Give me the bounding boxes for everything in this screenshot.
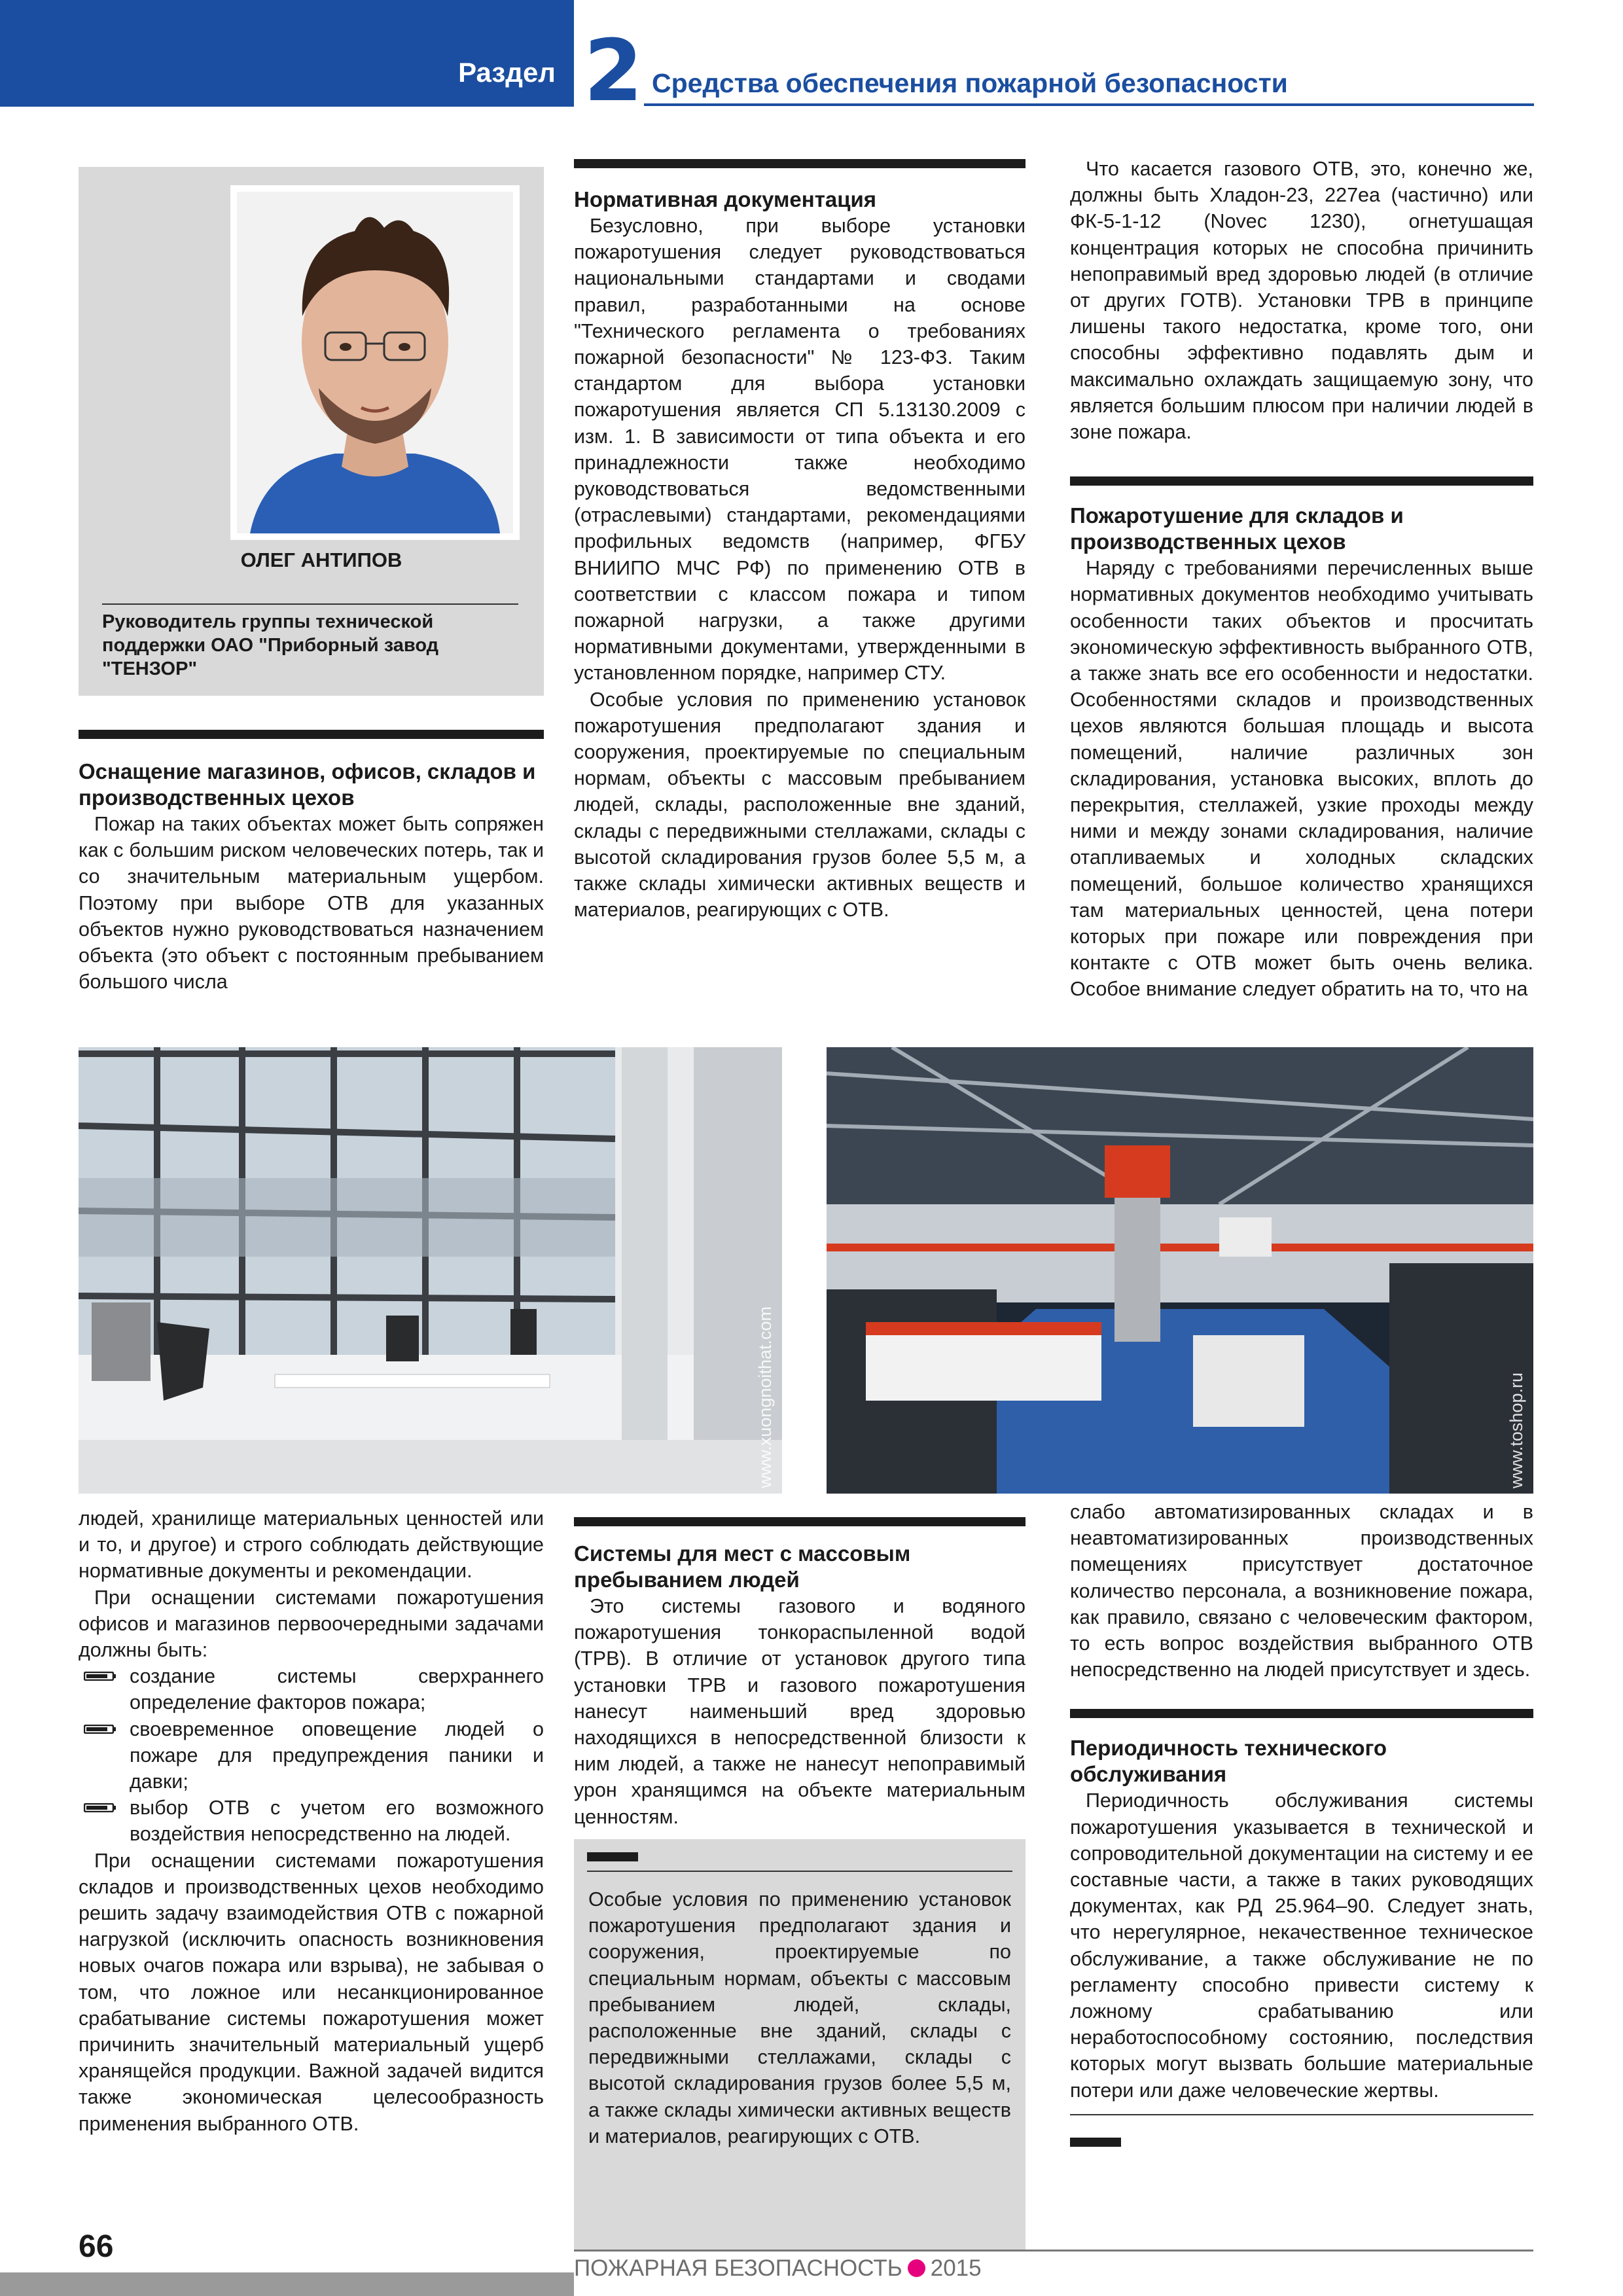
footer-band	[0, 2272, 574, 2296]
paragraph: людей, хранилище материальных ценностей или и то, и другое) и строго соблюдать действующие нормативные документы и рекомендации.	[79, 1507, 544, 1583]
paragraph: Безусловно, при выборе установки пожаротушения следует руководствоваться национальными стандартами и сводами правил, разработанными на основе "Технического регламента о требованиях пожарной безопасности" № 123-ФЗ. Таким стандартом для выбора установки пожаротушения является СП 5.13130.2009 с изм. 1. В зависимости от типа объекта и его принадлежности также необходимо руководствоваться ведомственными (отраслевыми) стандартами, рекомендациями профильных ведомств (например, ФГБУ ВНИИПО МЧС РФ) по применению ОТВ в соответствии с классом пожара и типом пожарной нагрузки, а также другими нормативными документами, утвержденными в установленном порядке, например СТУ.	[574, 215, 1026, 685]
store-photo	[827, 1047, 1533, 1494]
col2-top	[574, 159, 1026, 923]
section-heading: Нормативная документация	[574, 187, 877, 211]
col2-bottom	[574, 1517, 1026, 1830]
column-bar	[574, 159, 1026, 168]
section-label: Раздел	[458, 57, 556, 88]
paragraph: При оснащении системами пожаротушения складов и производственных цехов необходимо решить задачу взаимодействия ОТВ с пожарной нагрузкой (исключить опасность возникновения новых очагов пожара или взрыва), не забывая о том, что ложное или несанкционированное срабатывание системы пожаротушения может причинить значительный материальный ущерб хранящейся продукции. Важной задачей видится также экономическая целесообразность применения выбранного ОТВ.	[79, 1849, 544, 2135]
portrait-image	[237, 192, 513, 533]
author-photo	[230, 185, 520, 540]
battery-bullet-icon	[84, 1725, 116, 1734]
section-heading: Системы для мест с массовым пребыванием людей	[574, 1541, 911, 1592]
battery-bullet-icon	[84, 1672, 116, 1681]
section-heading: Оснащение магазинов, офисов, складов и производственных цехов	[79, 759, 536, 810]
author-divider	[102, 603, 518, 605]
pull-quote-box	[574, 1839, 1026, 2251]
store-image	[827, 1047, 1533, 1494]
paragraph: Наряду с требованиями перечисленных выше нормативных документов необходимо учитывать особенности таких объектов и просчитать экономическую эффективность выбранного ОТВ, а также знать все его особенности и недостатки. Особенностями складов и производственных цехов являются большая площадь и высота помещений, наличие различных зон складирования, установка высоких, вплоть до перекрытия, стеллажей, узкие проходы между ними и между зонами складирования, наличие отапливаемых и холодных складских помещений, большое количество хранящихся там материальных ценностей, цена потери которых при пожаре или повреждения при контакте с ОТВ может быть очень велика. Особое внимание следует обратить на то, что на	[1070, 557, 1533, 1001]
list-item: создание системы сверхраннего определение факторов пожара;	[79, 1663, 544, 1715]
image-credit: www.toshop.ru	[1507, 1372, 1526, 1488]
section-heading: Периодичность технического обслуживания	[1070, 1736, 1387, 1787]
column-bar	[1070, 1709, 1533, 1718]
paragraph: слабо автоматизированных складах и в неавтоматизированных производственных помещениях присутствует достаточное количество персонала, а возникновение пожара, как правило, связано с человеческим фактором, то есть вопрос воздействия выбранного ОТВ непосредственно на людей присутствует и здесь.	[1070, 1501, 1533, 1681]
paragraph: Что касается газового ОТВ, это, конечно же, должны быть Хладон-23, 227еа (частично) или ФК-5-1-12 (Novec 1230), огнетушащая концентрация которых не способна причинить непоправимый вред здоровью людей (в отличие от других ГОТВ). Установки ТРВ в принципе лишены такого недостатка, кроме того, они способны эффективно подавлять дым и максимально охлаждать защищаемую зону, что является большим плюсом при наличии людей в зоне пожара.	[1070, 158, 1533, 444]
author-role: Руководитель группы технической поддержки ОАО "Приборный завод "ТЕНЗОР"	[102, 611, 439, 679]
section-number: 2	[584, 21, 641, 120]
quote-bar	[587, 1852, 638, 1861]
author-name: ОЛЕГ АНТИПОВ	[240, 548, 402, 571]
list-item: выбор ОТВ с учетом его возможного воздействия непосредственно на людей.	[79, 1795, 544, 1847]
column-rule	[1070, 2114, 1533, 2115]
office-image	[79, 1047, 782, 1494]
col1-top	[79, 730, 544, 995]
end-bar	[1070, 2138, 1121, 2147]
paragraph: Периодичность обслуживания системы пожаротушения указывается в технической и сопроводительной документации на систему и ее составные части, а также в таких руководящих документах, как РД 25.964–90. Следует знать, что нерегулярное, некачественное техническое обслуживание, а также обслуживание не по регламенту способно привести систему к ложному срабатыванию или неработоспособному состоянию, последствия которых могут вызвать большие материальные потери или даже человеческие жертвы.	[1070, 1789, 1533, 2102]
section-title: Средства обеспечения пожарной безопасности	[652, 68, 1288, 98]
paragraph: Пожар на таких объектах может быть сопряжен как с большим риском человеческих потерь, так и со значительным материальным ущербом. Поэтому при выборе ОТВ для указанных объектов нужно руководствоваться назначением объекта (это объект с постоянным пребыванием большого числа	[79, 813, 544, 994]
paragraph: Особые условия по применению установок пожаротушения предполагают здания и сооружения, проектируемые по специальным нормам, объекты с массовым пребыванием людей, склады, расположенные вне зданий, склады с передвижными стеллажами, склады с высотой складирования грузов более 5,5 м, а также склады химически активных веществ и материалов, реагирующих с ОТВ.	[574, 688, 1026, 922]
paragraph: При оснащении системами пожаротушения офисов и магазинов первоочередными задачами должны быть:	[79, 1586, 544, 1662]
column-bar	[1070, 476, 1533, 486]
column-bar	[79, 730, 544, 739]
magenta-dot-icon	[908, 2259, 925, 2277]
image-credit: www.xuongnoithat.com	[755, 1306, 775, 1488]
col1-bottom	[79, 1505, 544, 2137]
task-list	[79, 1663, 544, 1847]
pull-quote: Особые условия по применению установок пожаротушения предполагают здания и сооружения, проектируемые по специальным нормам, объекты с массовым пребыванием людей, склады, расположенные вне зданий, склады с передвижными стеллажами, склады с высотой складирования грузов более 5,5 м, а также склады химически активных веществ и материалов, реагирующих с ОТВ.	[588, 1888, 1011, 2147]
col3-top	[1070, 156, 1533, 1003]
list-item: своевременное оповещение людей о пожаре для предупреждения паники и давки;	[79, 1716, 544, 1795]
battery-bullet-icon	[84, 1803, 116, 1812]
office-photo	[79, 1047, 782, 1494]
issue-year: 2015	[930, 2255, 982, 2281]
page-number: 66	[79, 2229, 114, 2264]
header-band	[0, 0, 574, 107]
magazine-title: ПОЖАРНАЯ БЕЗОПАСНОСТЬ	[574, 2255, 902, 2281]
col3-bottom	[1070, 1499, 1533, 2147]
header-rule	[644, 103, 1534, 106]
section-heading: Пожаротушение для складов и производственных цехов	[1070, 503, 1404, 554]
footer-magazine	[574, 2255, 982, 2282]
paragraph: Это системы газового и водяного пожаротушения тонкораспыленной водой (ТРВ). В отличие от установок другого типа установки ТРВ и газового пожаротушения нанесут наименьший вред здоровью находящихся в непосредственной близости к ним людей, а также не нанесут непоправимый урон хранящимся на объекте материальным ценностям.	[574, 1595, 1026, 1828]
column-bar	[574, 1517, 1026, 1526]
footer-rule	[574, 2250, 1533, 2251]
quote-rule	[587, 1871, 1012, 1872]
